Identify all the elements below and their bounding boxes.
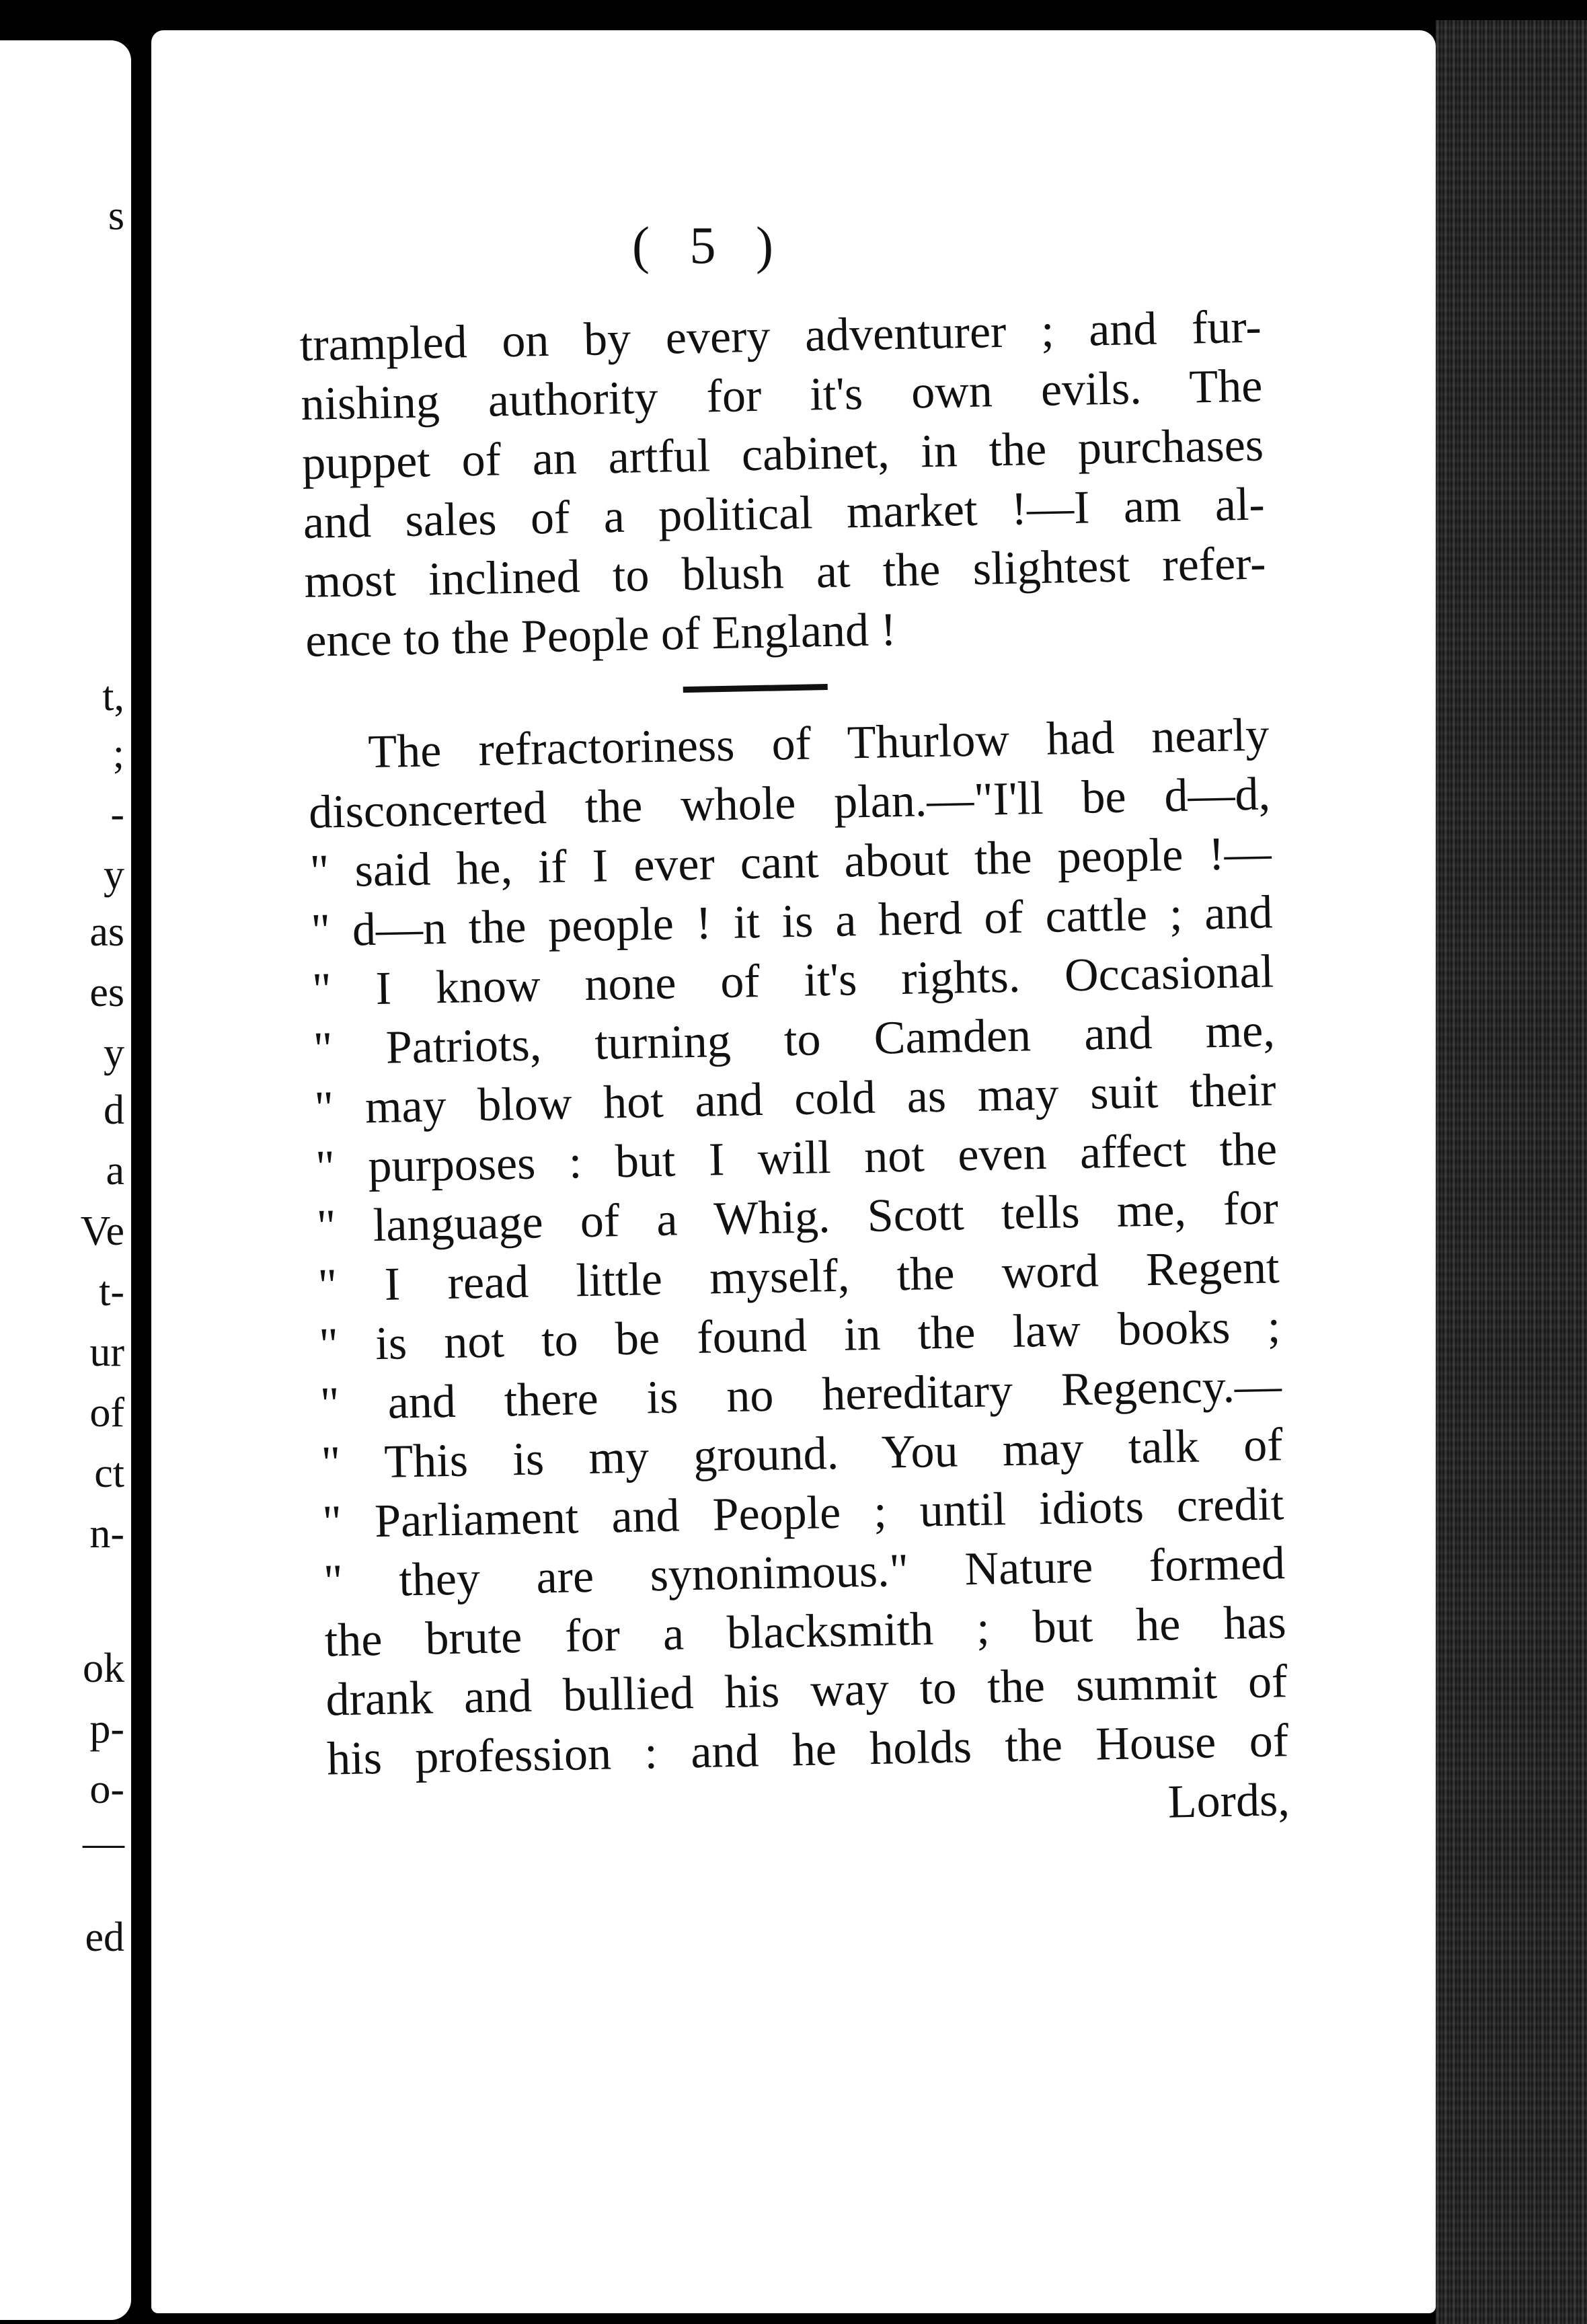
text-line: puppet of an artful cabinet, in the purchases (301, 419, 1264, 490)
left-page-fragment: y (104, 852, 124, 898)
text-line: " may blow hot and cold as may suit their (313, 1064, 1277, 1134)
left-page-fragment: - (110, 791, 124, 837)
text-line: the brute for a blacksmith ; but he has (324, 1596, 1287, 1667)
paragraph-1 (299, 298, 1268, 671)
text-line: " This is my ground. You may talk of (321, 1419, 1284, 1489)
previous-page-edge (0, 40, 131, 2320)
text-line: The refractoriness of Thurlow had nearly (367, 709, 1270, 779)
text-line: " I know none of it's rights. Occasional (311, 945, 1274, 1016)
left-page-fragment: ok (83, 1645, 124, 1691)
text-line: ence to the People of England ! (305, 604, 897, 667)
catchword: Lords, (1167, 1774, 1290, 1828)
text-line: disconcerted the whole plan.—"I'll be d—d, (308, 768, 1271, 839)
text-line: " said he, if I ever cant about the people !— (309, 827, 1272, 898)
text-line: " d—n the people ! it is a herd of cattle ; and (310, 886, 1274, 957)
left-page-fragment: a (106, 1148, 124, 1194)
left-page-fragment: Ve (80, 1208, 124, 1254)
text-line: nishing authority for it's own evils. The (300, 360, 1263, 430)
text-line: " I read little myself, the word Regent (317, 1241, 1280, 1312)
text-line: " they are synonimous." Nature formed (323, 1537, 1286, 1608)
left-page-fragment: n- (89, 1511, 124, 1557)
text-line: drank and bullied his way to the summit of (325, 1656, 1288, 1726)
left-page-fragment: s (108, 193, 124, 239)
left-page-fragment: ur (89, 1329, 124, 1375)
page-body-text (299, 298, 1290, 1849)
text-line: " Parliament and People ; until idiots credit (321, 1478, 1284, 1549)
text-line: " is not to be found in the law books ; (318, 1301, 1281, 1371)
page-number: ( 5 ) (632, 216, 787, 274)
left-page-fragment: ; (112, 731, 124, 777)
left-page-fragment: y (104, 1030, 124, 1076)
text-line: " and there is no hereditary Regency.— (319, 1360, 1282, 1430)
left-page-fragment: of (89, 1390, 124, 1436)
left-page-fragment: es (89, 970, 124, 1015)
left-page-fragment: ed (85, 1914, 124, 1960)
text-line: his profession : and he holds the House of (326, 1715, 1289, 1785)
text-line: most inclined to blush at the slightest refer- (303, 537, 1267, 608)
text-line: " language of a Whig. Scott tells me, for (316, 1182, 1279, 1253)
left-page-fragment: t, (102, 674, 124, 720)
left-page-fragment: as (89, 909, 124, 955)
left-page-fragment: — (83, 1820, 124, 1866)
left-page-fragment: p- (89, 1706, 124, 1752)
paragraph-2 (307, 705, 1290, 1848)
book-fore-edge (1436, 20, 1587, 2324)
text-line: " Patriots, turning to Camden and me, (313, 1005, 1276, 1075)
text-line: and sales of a political market !—I am al- (303, 478, 1266, 549)
left-page-fragment: d (104, 1087, 124, 1133)
text-line: trampled on by every adventurer ; and fur- (299, 301, 1262, 371)
text-line: " purposes : but I will not even affect the (315, 1123, 1278, 1194)
left-page-fragment: t- (99, 1269, 124, 1315)
left-page-fragment: o- (89, 1767, 124, 1812)
left-page-fragment: ct (94, 1450, 124, 1496)
section-divider (683, 684, 828, 693)
